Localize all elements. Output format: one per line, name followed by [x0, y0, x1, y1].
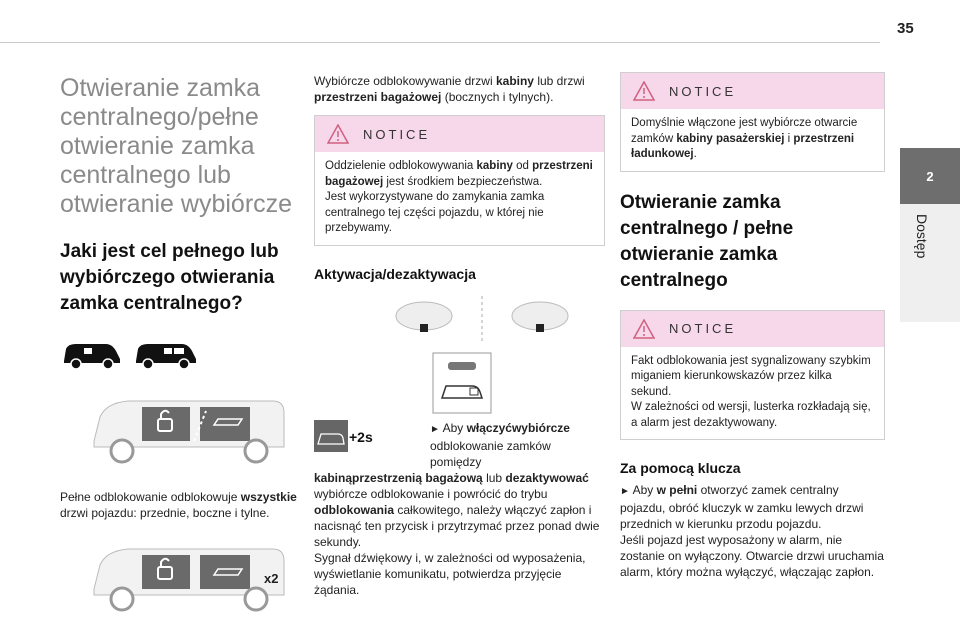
notice-header: [315, 116, 604, 152]
warning-icon: [633, 81, 655, 101]
chapter-tab[interactable]: 2: [900, 148, 960, 204]
warning-icon: [327, 124, 349, 144]
activation-text: kabinąprzestrzenią bagażową lub dezaktywować wybiórcze odblokowanie i powrócić do trybu odblokowania całkowitego, należy włączyć zapłon i nacisnąć ten przycisk i przytrzymać przez ponad dwie sekundy. Sygnał dźwiękowy i, w zależności od wyposażenia, wyświetlanie komunikatu, potwierdza przyjęcie żądania.: [314, 470, 600, 597]
page-number: 35: [897, 20, 914, 37]
column-3: [620, 60, 885, 580]
activation-text-inline: ► Aby włączyćwybiórcze odblokowanie zamków pomiędzy: [430, 420, 570, 469]
van-long-icon: [132, 339, 198, 371]
chapter-label-box: [900, 204, 960, 322]
notice-box-3: [620, 310, 885, 441]
top-divider: [0, 42, 880, 43]
question-heading: Jaki jest cel pełnego lub wybiórczego otwierania zamka centralnego?: [60, 241, 279, 314]
button-hold-icon: [314, 420, 380, 452]
van-full-unlock-illustration: [88, 389, 288, 467]
key-heading: Za pomocą klucza: [620, 460, 741, 476]
notice-box-2: [620, 72, 885, 172]
van-selective-unlock-illustration: [88, 537, 288, 615]
selective-intro: Wybiórcze odblokowywanie drzwi kabiny lub drzwi przestrzeni bagażowej (bocznych i tylnych).: [314, 74, 585, 104]
section-title: Otwieranie zamka centralnego / pełne otwieranie zamka centralnego: [620, 191, 794, 291]
activation-heading: Aktywacja/dezaktywacja: [314, 265, 476, 282]
hold-badge: +2s: [349, 428, 373, 445]
notice-box-1: [314, 115, 605, 246]
chapter-title: Dostęp: [914, 214, 930, 259]
activation-row: [314, 420, 605, 470]
page-title: Otwieranie zamka centralnego/pełne otwieranie zamka centralnego lub otwieranie wybiórcze: [60, 74, 293, 218]
notice-header: [621, 73, 884, 109]
selective-button-icon: [432, 352, 492, 414]
van-short-icon: [60, 339, 122, 371]
notice-text: Oddzielenie odblokowywania kabiny od przestrzeni bagażowej jest środkiem bezpieczeństwa. Jest wykorzystywane do zamykania zamka centralnego tej części pojazdu, w której nie przebywamy.: [325, 160, 593, 234]
notice-label: NOTICE: [363, 126, 431, 142]
column-1: [60, 60, 322, 615]
steering-wheel-illustration: [392, 296, 572, 342]
vehicle-silhouettes: [60, 339, 322, 371]
notice-label: NOTICE: [669, 321, 737, 336]
notice-text: Fakt odblokowania jest sygnalizowany szybkim miganiem kierunkowskazów przez kilka sekund. W zależności od wersji, lusterka rozkładają się, a alarm jest dezaktywowany.: [631, 354, 871, 429]
x2-label: x2: [264, 571, 279, 586]
notice-label: NOTICE: [669, 83, 737, 99]
warning-icon: [633, 319, 655, 339]
column-2: [314, 60, 605, 598]
notice-header: [621, 311, 884, 347]
notice-text: Domyślnie włączone jest wybiórcze otwarcie zamków kabiny pasażerskiej i przestrzeni ładunkowej.: [631, 117, 858, 160]
key-text: ► Aby w pełni otworzyć zamek centralny pojazdu, obróć kluczyk w zamku lewych drzwi przednich w kierunku przodu pojazdu. Jeśli pojazd jest wyposażony w alarm, nie zostanie on wyłączony. Otwarcie drzwi uruchamia alarm, który można wyłączyć, włączając zapłon.: [620, 483, 884, 579]
full-unlock-text: Pełne odblokowanie odblokowuje wszystkie drzwi pojazdu: przednie, boczne i tylne.: [60, 490, 297, 520]
